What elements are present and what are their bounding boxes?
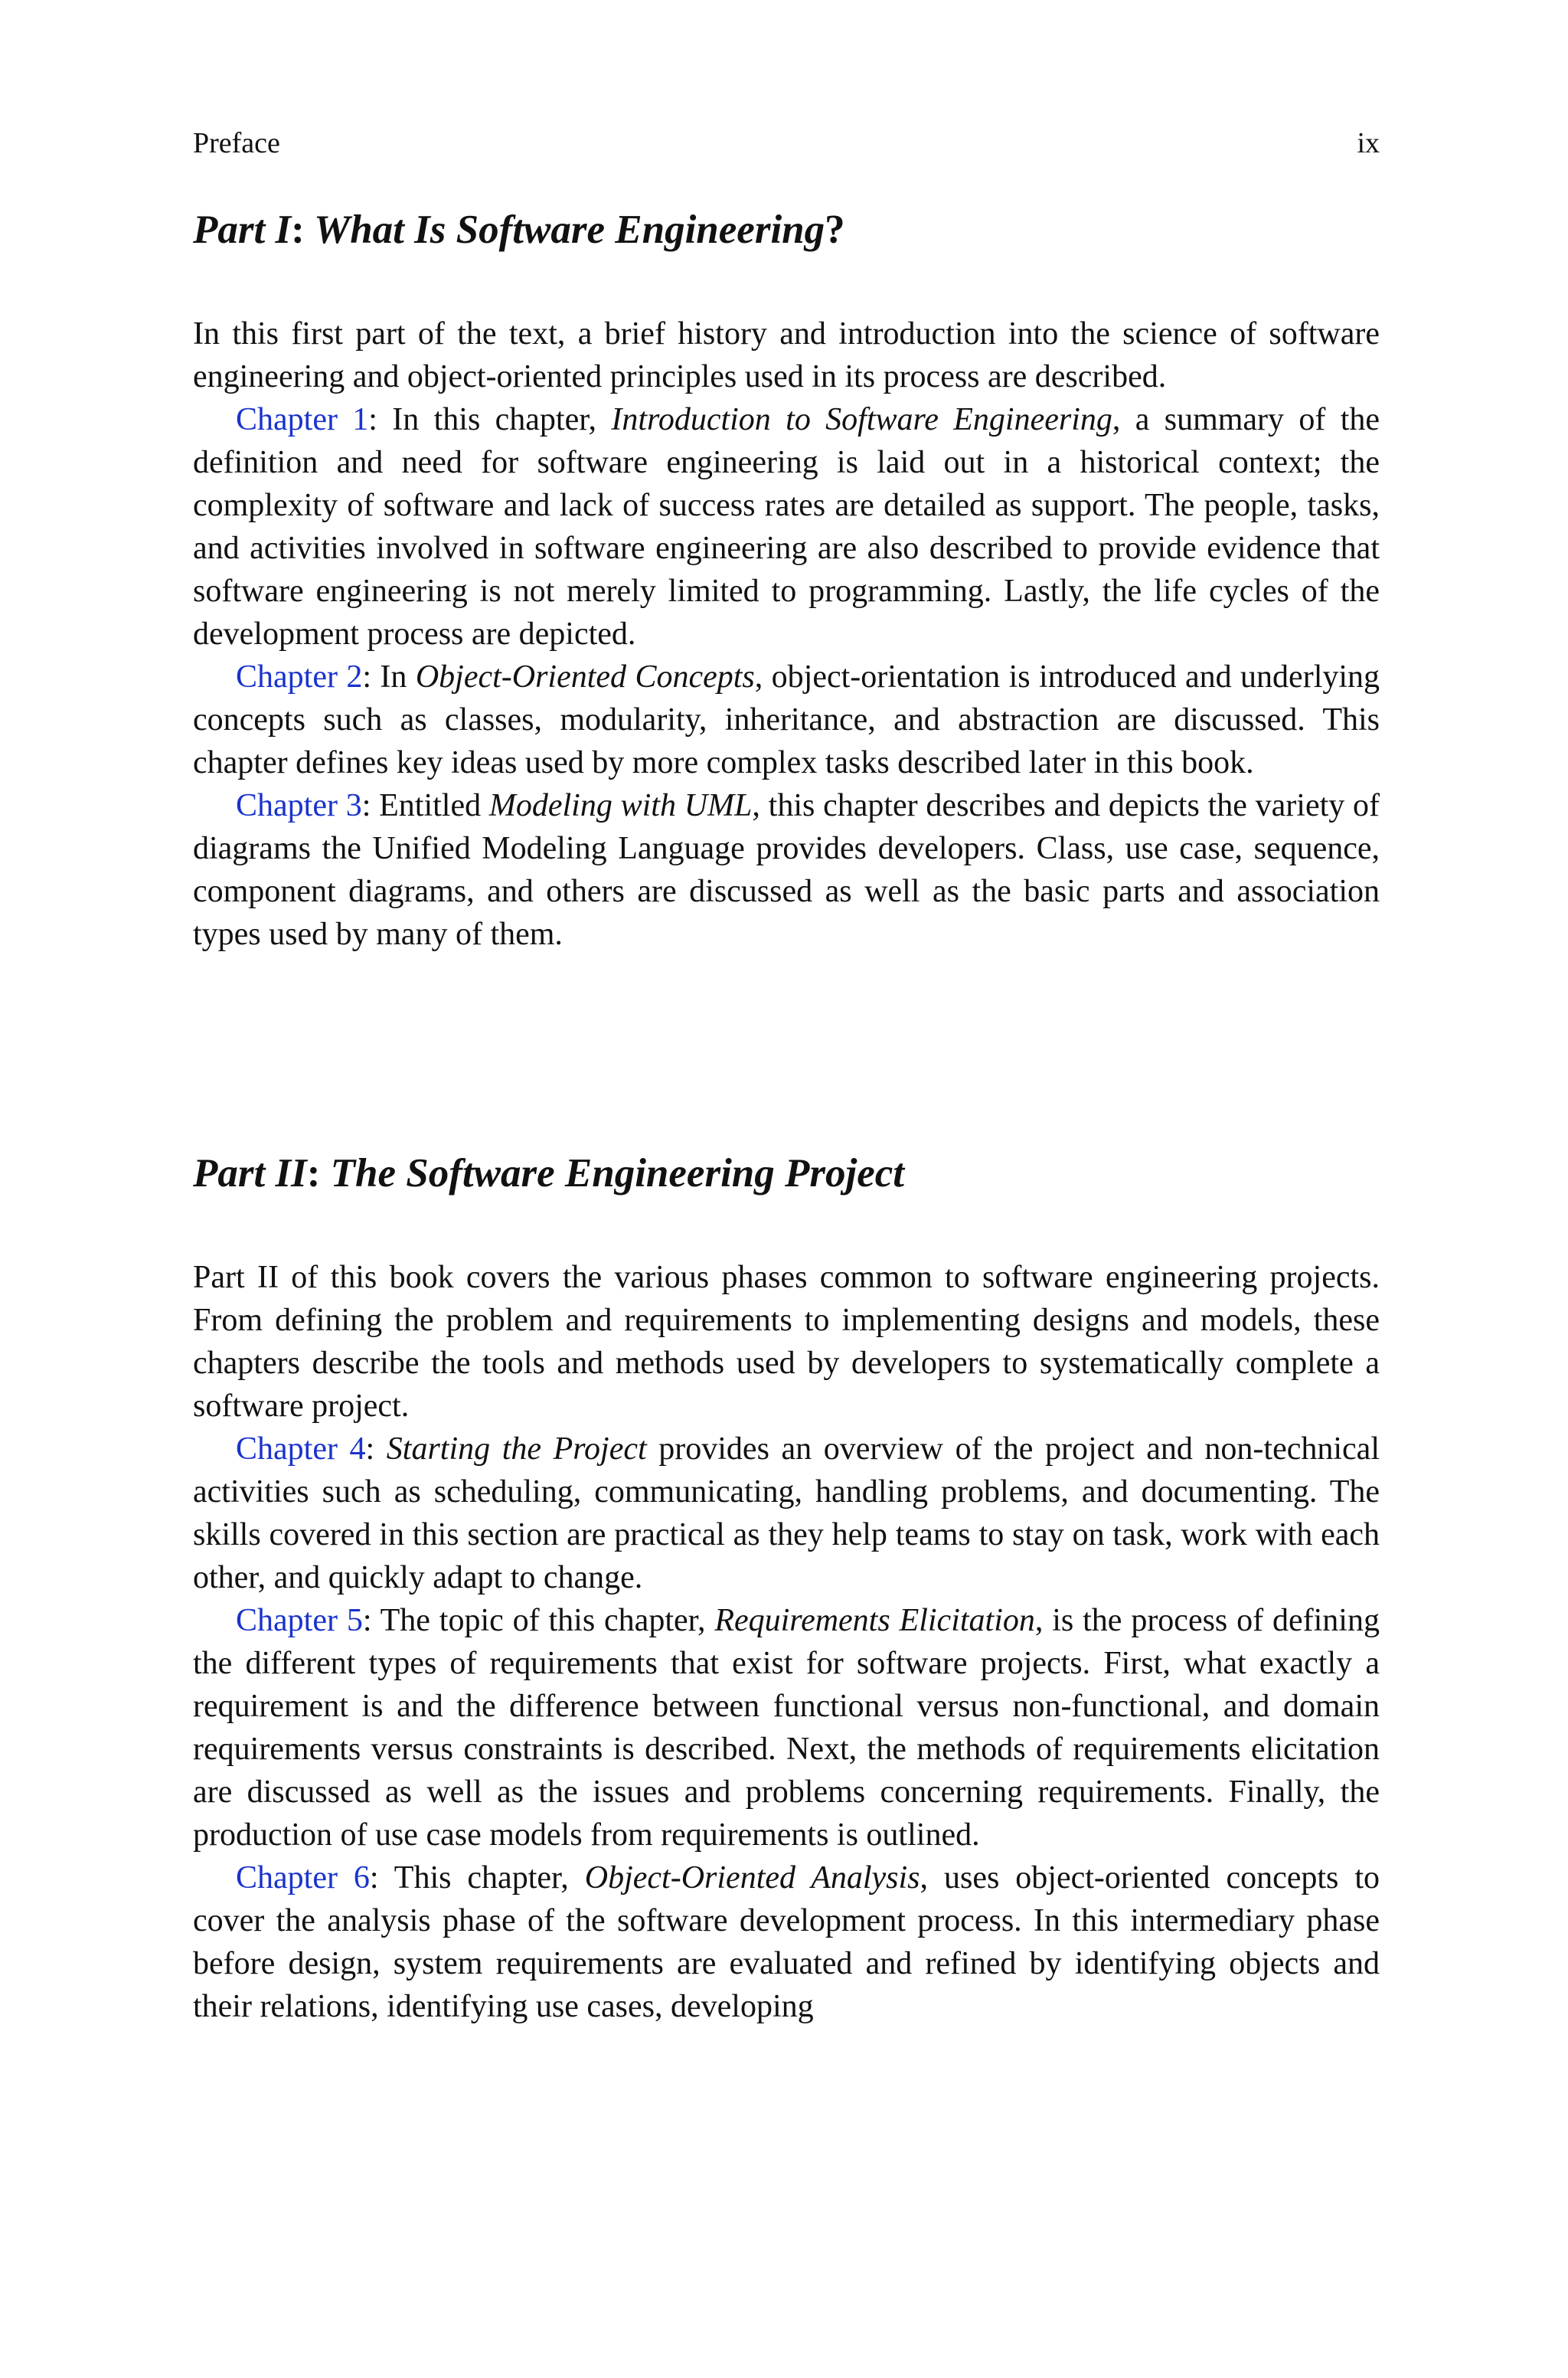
chapter-1-summary [193, 398, 1380, 656]
chapter-4-lead: : [365, 1431, 387, 1467]
part-1-title: What Is Software Engineering [314, 208, 825, 252]
chapter-1-lead: : In this chapter, [368, 402, 612, 437]
chapter-2-summary [193, 656, 1380, 784]
chapter-1-link[interactable]: Chapter 1 [236, 402, 369, 437]
chapter-2-text: , object-orientation is introduced and underlying concepts such as classes, modularity, inheritance, and abstraction are discussed. This chapter defines key ideas used by more complex tasks described later in this book. [193, 659, 1380, 780]
chapter-2-link[interactable]: Chapter 2 [236, 659, 363, 695]
part-1-heading-end: ? [825, 208, 845, 252]
part-1-label: Part I [193, 208, 292, 252]
chapter-2-lead: : In [362, 659, 416, 695]
chapter-2-title: Object-Oriented Concepts [415, 659, 755, 695]
part-2-title: The Software Engineering Project [330, 1151, 905, 1196]
chapter-4-summary [193, 1428, 1380, 1599]
chapter-4-link[interactable]: Chapter 4 [236, 1431, 366, 1467]
chapter-5-link[interactable]: Chapter 5 [236, 1603, 363, 1638]
chapter-1-text: , a summary of the definition and need for software engineering is laid out in a historical context; the complexity of software and lack of success rates are detailed as support. The people, tasks, and activities involved in software engineering are also described to provide evidence that software engineering is not merely limited to programming. Lastly, the life cycles of the development process are depicted. [193, 402, 1380, 652]
part-2-colon: : [306, 1151, 321, 1196]
chapter-6-lead: : This chapter, [369, 1860, 585, 1896]
chapter-1-title: Introduction to Software Engineering [611, 402, 1112, 437]
part-1-body [193, 312, 1380, 956]
running-head-section: Preface [193, 127, 280, 159]
chapter-3-text: , this chapter describes and depicts the variety of diagrams the Unified Modeling Language provides developers. Class, use case, sequence, component diagrams, and others are discussed as well as the basic parts and association types used by many of them. [193, 788, 1380, 952]
chapter-4-title: Starting the Project [386, 1431, 647, 1467]
part-1-colon: : [291, 208, 305, 252]
part-2-body [193, 1256, 1380, 2028]
chapter-5-lead: : The topic of this chapter, [362, 1603, 715, 1638]
chapter-6-text: , uses object-oriented concepts to cover the analysis phase of the software development process. In this intermediary phase before design, system requirements are evaluated and refined by identifying objects and their relations, identifying use cases, developing [193, 1860, 1380, 2024]
part-1-intro: In this first part of the text, a brief history and introduction into the science of software engineering and object-oriented principles used in its process are described. [193, 316, 1380, 394]
part-2-heading [193, 1149, 904, 1198]
chapter-5-text: , is the process of defining the different types of requirements that exist for software projects. First, what exactly a requirement is and the difference between functional versus non-functional, and domain requirements versus constraints is described. Next, the methods of requirements elicitation are discussed as well as the issues and problems concerning requirements. Finally, the production of use case models from requirements is outlined. [193, 1603, 1380, 1853]
chapter-5-title: Requirements Elicitation [714, 1603, 1035, 1638]
chapter-4-text: provides an overview of the project and non-technical activities such as scheduling, communicating, handling problems, and documenting. The skills covered in this section are practical as they help teams to stay on task, work with each other, and quickly adapt to change. [193, 1431, 1380, 1595]
chapter-3-summary [193, 784, 1380, 956]
chapter-6-summary [193, 1856, 1380, 2028]
part-1-heading [193, 205, 845, 254]
chapter-5-summary [193, 1599, 1380, 1856]
part-2-label: Part II [193, 1151, 307, 1196]
chapter-3-link[interactable]: Chapter 3 [236, 788, 362, 823]
chapter-6-title: Object-Oriented Analysis [584, 1860, 920, 1896]
part-2-intro: Part II of this book covers the various phases common to software engineering projects. From defining the problem and requirements to implementing designs and models, these chapters describe the tools and methods used by developers to systematically complete a software project. [193, 1260, 1380, 1424]
chapter-3-lead: : Entitled [361, 788, 489, 823]
chapter-3-title: Modeling with UML [488, 788, 753, 823]
page-number: ix [1357, 127, 1380, 159]
chapter-6-link[interactable]: Chapter 6 [236, 1860, 370, 1896]
